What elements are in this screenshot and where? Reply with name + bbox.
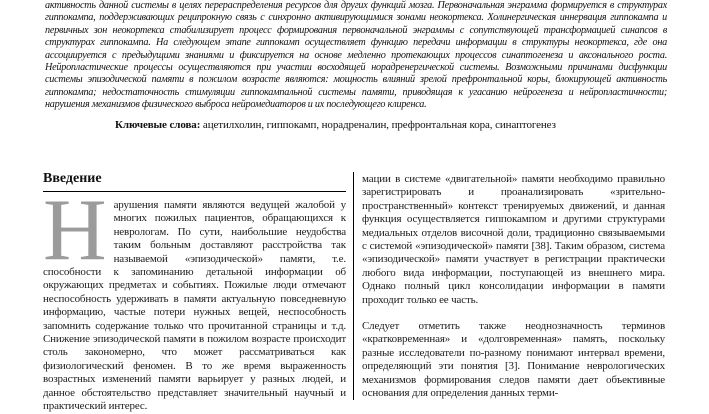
section-heading-introduction: Введение <box>43 170 346 192</box>
abstract-text: активность данной системы в целях перераспределения ресурсов для других функций мозга. Первоначальная энграмма формируется в структурах гиппокампа, поддерживающих реципрокную связь с синхронно активирующимися зонами неокортекса. Холинергическая иннервация гиппокампа и первичных зон неокортекса стабилизирует процесс формирования первоначальной энграммы с сопутствующей трансформацией синапсов в структурах гиппокампа. На следующем этапе гиппокамп осуществляет функцию передачи информации в структуры неокортекса, где она ассоциируется с предыдущими знаниями и фиксируется на основе медленно протекающих процессов синаптогенеза и аксонального роста. Нейропластические процессы осуществляются при участии восходящей норадренергической системы. Возможными причинами дисфункции системы эпизодической памяти в пожилом возрасте являются: мощность влияний зрелой префронтальной коры, блокирующей активность гиппокампа; недостаточность стимуляции гиппокампальной системы памяти, приводящая к угасанию нейрогенеза и нейропластичности; нарушения механизмов физического выброса нейромедиаторов и их последующего клиренса. <box>45 0 667 111</box>
right-column-paragraph-1: мации в системе «двигательной» памяти необходимо правильно зарегистрировать и проанализировать «зрительно-пространственный» контекст тренируемых движений, и данная функция осуществляется гиппокампом и другими структурами медиальных отделов височной доли, традиционно связываемыми с системой «эпизодической» памяти [38]. Таким образом, система «эпизодической» памяти участвует в регистрации практически любого вида информации, поступающей из внешнего мира. Однако полный цикл консолидации информации в памяти проходит только ее часть. <box>362 173 665 306</box>
keywords-value: ацетилхолин, гиппокамп, норадреналин, префронтальная кора, синаптогенез <box>200 119 556 131</box>
keywords-line <box>115 119 667 132</box>
column-divider-rule <box>353 172 354 400</box>
intro-paragraph <box>43 182 346 414</box>
dropcap-letter: Н <box>43 182 107 279</box>
left-column <box>43 170 346 414</box>
right-column <box>362 173 665 401</box>
right-column-paragraph-2: Следует отметить также неоднозначность терминов «кратковременная» и «долговременная» память, поскольку разные исследователи по-разному понимают интервал времени, определяющий эти понятия [3]. Понимание неврологических механизмов формирования следов памяти дает объективные основания для определения данных терми- <box>362 320 665 400</box>
keywords-label: Ключевые слова: <box>115 119 201 131</box>
intro-paragraph-text: арушения памяти являются ведущей жалобой у многих пожилых пациентов, обращающихся к неврологам. По сути, наибольшие неудобства таким больным доставляют расстройства так называемой «эпизодической» памяти, т.е. способности к запоминанию детальной информации об окружающих предметах и событиях. Пожилые люди отмечают неспособность удерживать в памяти актуальную повседневную информацию, частые потери нужных вещей, неспособность запомнить содержание только что прочитанной страницы и т.д. Снижение эпизодической памяти в пожилом возрасте происходит столь закономерно, что может рассматриваться как физиологический феномен. В то же время выраженность возрастных изменений памяти варьирует у разных людей, и данное обстоятельство представляет значительный научный и практический интерес. <box>43 199 346 413</box>
